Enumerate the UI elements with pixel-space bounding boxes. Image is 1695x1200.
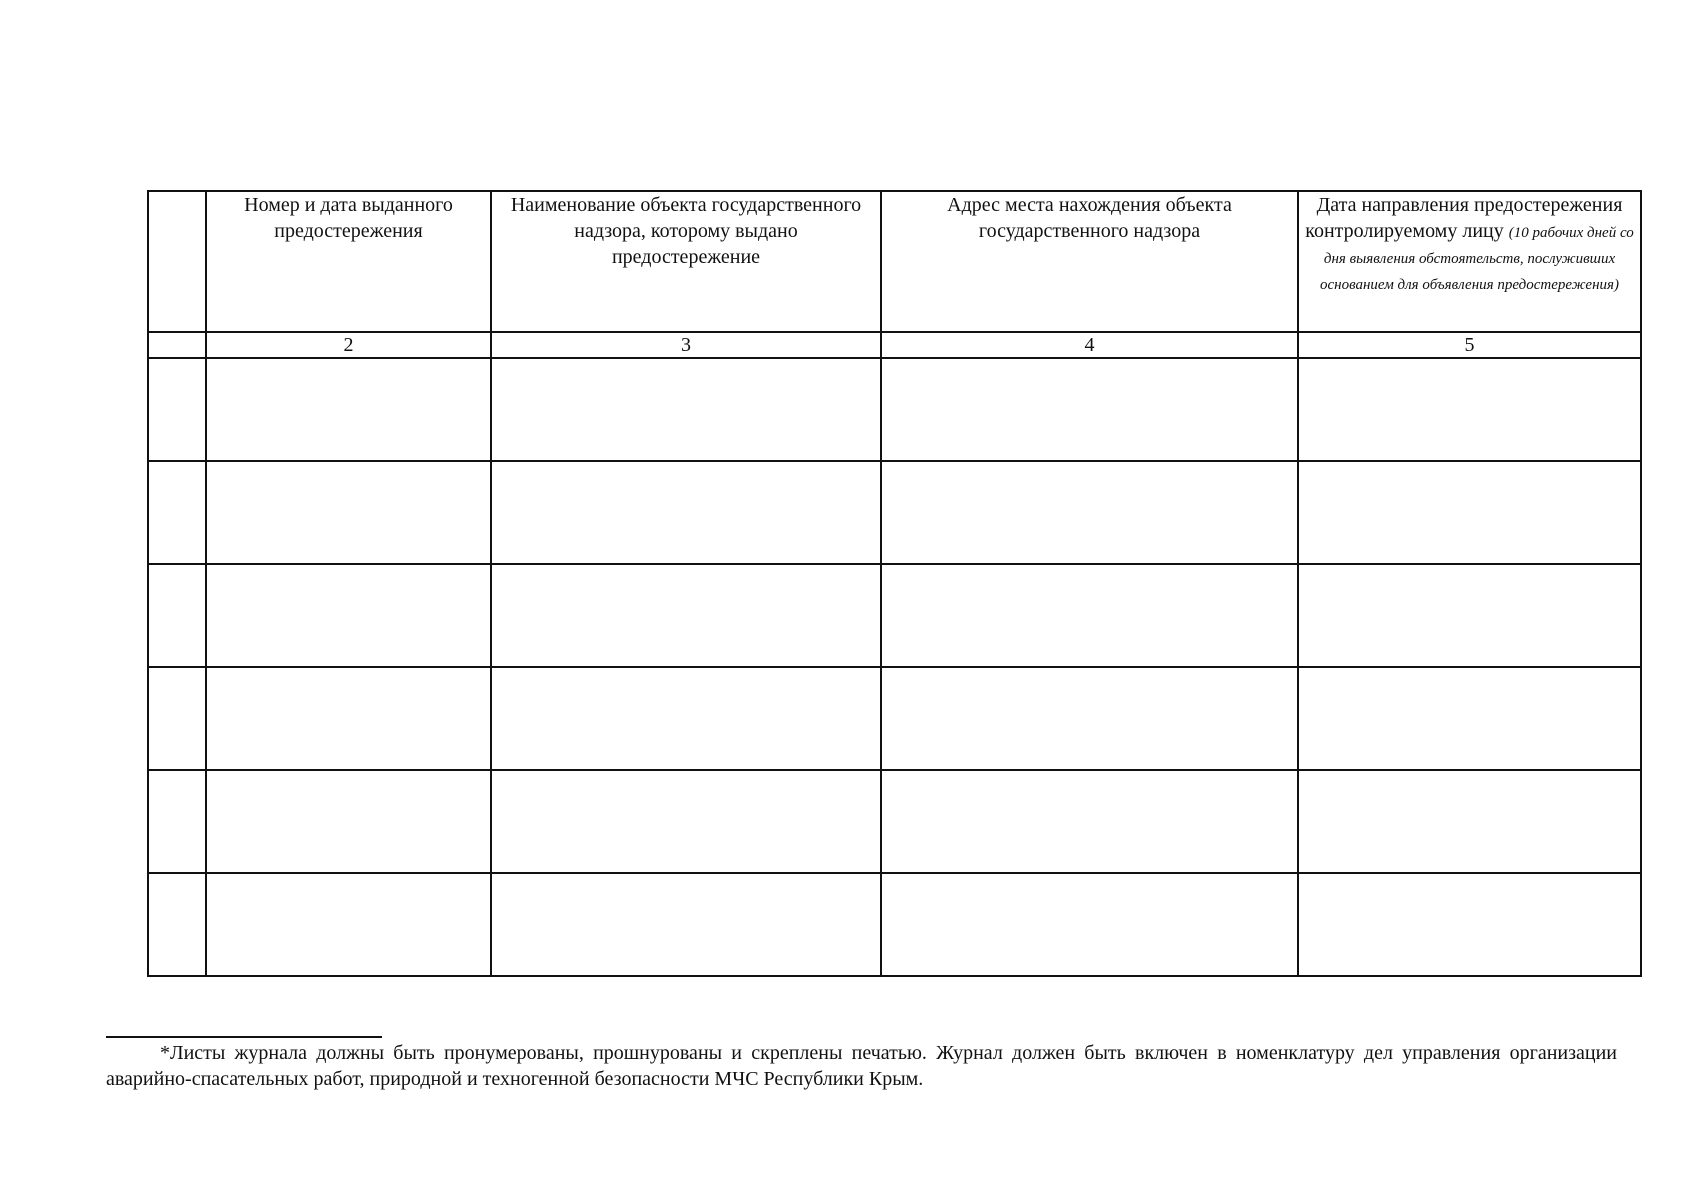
table-cell	[1298, 873, 1641, 976]
table-cell	[148, 358, 206, 461]
column-number: 3	[491, 332, 881, 358]
column-number: 5	[1298, 332, 1641, 358]
table-cell	[206, 873, 491, 976]
column-number: 4	[881, 332, 1298, 358]
table-cell	[148, 667, 206, 770]
table-cell	[206, 564, 491, 667]
table-cell	[491, 564, 881, 667]
table-row	[148, 358, 1641, 461]
table-cell	[1298, 564, 1641, 667]
header-object-address: Адрес места нахождения объекта государственного надзора	[881, 191, 1298, 332]
header-object-name: Наименование объекта государственного надзора, которому выдано предостережение	[491, 191, 881, 332]
table-cell	[491, 358, 881, 461]
table-cell	[148, 461, 206, 564]
table-cell	[1298, 667, 1641, 770]
header-sending-date-lead: контролируемому лицу	[1305, 220, 1504, 242]
header-issued-warning: Номер и дата выданного предостережения	[206, 191, 491, 332]
table-row	[148, 770, 1641, 873]
header-col1	[148, 191, 206, 332]
journal-table	[147, 190, 1642, 977]
table-cell	[881, 461, 1298, 564]
table-cell	[148, 770, 206, 873]
table-cell	[148, 873, 206, 976]
table-cell	[881, 873, 1298, 976]
table-cell	[881, 770, 1298, 873]
table-row	[148, 564, 1641, 667]
table-cell	[491, 873, 881, 976]
table-cell	[1298, 770, 1641, 873]
column-number-row	[148, 332, 1641, 358]
table-cell	[881, 358, 1298, 461]
table-cell	[206, 358, 491, 461]
table-cell	[881, 667, 1298, 770]
table-row	[148, 461, 1641, 564]
column-number	[148, 332, 206, 358]
table-cell	[491, 461, 881, 564]
table-cell	[491, 667, 881, 770]
header-sending-date-main: Дата направления предостережения	[1316, 194, 1623, 216]
header-sending-date-note: (10 рабочих дней со дня выявления обстоятельств, послуживших основанием для объявления предостережения)	[1319, 225, 1634, 293]
table-cell	[206, 461, 491, 564]
table-cell	[881, 564, 1298, 667]
footnote-text: *Листы журнала должны быть пронумерованы, прошнурованы и скреплены печатью. Журнал должен быть включен в номенклатуру дел управления организации аварийно-спасательных работ, природной и техногенной безопасности МЧС Республики Крым.	[106, 1042, 1617, 1090]
footnote-separator	[106, 1036, 382, 1038]
header-sending-date	[1298, 191, 1641, 332]
table-cell	[491, 770, 881, 873]
column-number: 2	[206, 332, 491, 358]
table-row	[148, 667, 1641, 770]
table-cell	[1298, 358, 1641, 461]
table-row	[148, 873, 1641, 976]
table-cell	[206, 667, 491, 770]
table-cell	[1298, 461, 1641, 564]
header-row	[148, 191, 1641, 332]
table-cell	[206, 770, 491, 873]
table-cell	[148, 564, 206, 667]
